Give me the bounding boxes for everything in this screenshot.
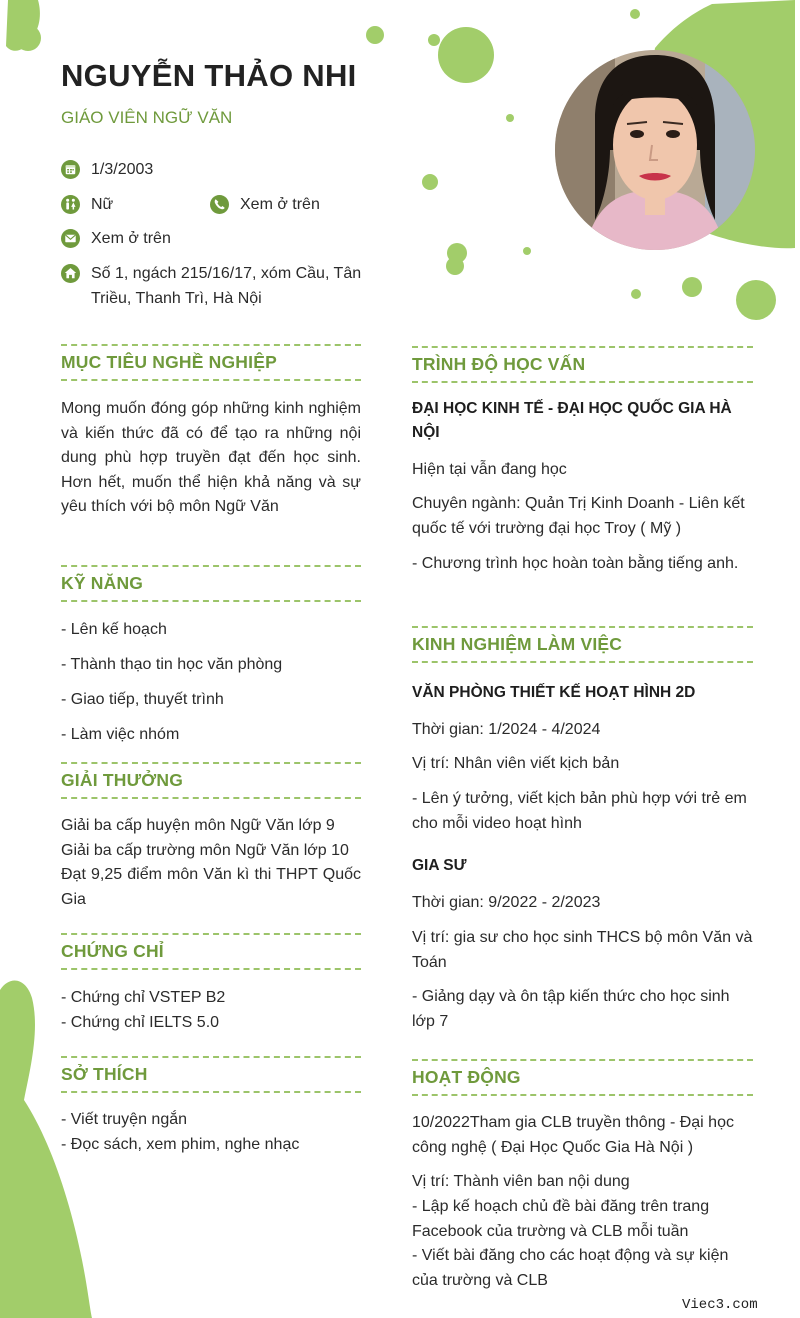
profile-photo — [555, 50, 755, 250]
school-name: ĐẠI HỌC KINH TẾ - ĐẠI HỌC QUỐC GIA HÀ NỘI — [412, 400, 732, 441]
list-item: - Giao tiếp, thuyết trình — [61, 691, 224, 708]
list-item: - Thành thạo tin học văn phòng — [61, 656, 283, 673]
address-line-1: Số 1, ngách 215/16/17, xóm Cầu, Tân — [91, 265, 362, 282]
job-company: GIA SƯ — [412, 857, 467, 874]
list-item: - Chứng chỉ IELTS 5.0 — [61, 1013, 220, 1031]
activity-task: - Lập kế hoạch chủ đề bài đăng trên trang Facebook của trường và CLB mỗi tuần — [412, 1198, 710, 1240]
job-description: - Giảng dạy và ôn tập kiến thức cho học sinh lớp 7 — [412, 988, 730, 1030]
email-icon — [61, 229, 80, 248]
objective-title: MỤC TIÊU NGHỀ NGHIỆP — [61, 352, 277, 372]
calendar-icon — [61, 160, 80, 179]
list-item: - Lên kế hoạch — [61, 621, 167, 638]
activities-title: HOẠT ĐỘNG — [412, 1067, 521, 1087]
job-time: Thời gian: 9/2022 - 2/2023 — [412, 894, 601, 911]
gender-value: Nữ — [91, 196, 114, 213]
awards-list — [61, 814, 361, 912]
list-item: - Đọc sách, xem phim, nghe nhạc — [61, 1135, 300, 1153]
address-line-2: Triều, Thanh Trì, Hà Nội — [91, 290, 262, 307]
activity-task: - Viết bài đăng cho các hoạt động và sự kiện của trường và CLB — [412, 1247, 729, 1289]
job-title: GIÁO VIÊN NGỮ VĂN — [61, 108, 233, 127]
activities-heading — [412, 1059, 753, 1096]
certificates-title: CHỨNG CHỈ — [61, 941, 164, 961]
certificates-heading — [61, 933, 361, 970]
job-position: Vị trí: Nhân viên viết kịch bản — [412, 755, 620, 772]
candidate-name: NGUYỄN THẢO NHI — [61, 58, 357, 93]
job-position: Vị trí: gia sư cho học sinh THCS bộ môn Văn và Toán — [412, 929, 753, 971]
hobbies-list — [61, 1108, 361, 1157]
education-major: Chuyên ngành: Quản Trị Kinh Doanh - Liên kết quốc tế với trường đại học Troy ( Mỹ ) — [412, 495, 745, 537]
home-icon — [61, 264, 80, 283]
job-description: - Lên ý tưởng, viết kịch bản phù hợp với trẻ em cho mỗi video hoạt hình — [412, 790, 747, 832]
phone-value: Xem ở trên — [240, 196, 320, 213]
skills-list — [61, 618, 361, 748]
objective-heading — [61, 344, 361, 381]
education-status: Hiện tại vẫn đang học — [412, 461, 567, 478]
email-value: Xem ở trên — [91, 230, 171, 247]
list-item: - Làm việc nhóm — [61, 726, 180, 743]
education-title: TRÌNH ĐỘ HỌC VẤN — [412, 354, 586, 374]
list-item: - Viết truyện ngắn — [61, 1111, 188, 1128]
list-item: - Chứng chỉ VSTEP B2 — [61, 989, 226, 1006]
objective-text: Mong muốn đóng góp những kinh nghiệm và kiến thức đã có để tạo ra những nội dung phù hợp truyền đạt đến học sinh. Hơn hết, muốn thể hiện khả năng và sự yêu thích với bộ môn Ngữ Văn — [61, 400, 361, 515]
education-heading — [412, 346, 753, 383]
certificates-list — [61, 986, 361, 1035]
job-company: VĂN PHÒNG THIẾT KẾ HOẠT HÌNH 2D — [412, 684, 696, 701]
education-note: - Chương trình học hoàn toàn bằng tiếng anh. — [412, 555, 739, 572]
skills-heading — [61, 565, 361, 602]
list-item: Đạt 9,25 điểm môn Văn kì thi THPT Quốc Gia — [61, 866, 361, 908]
job-time: Thời gian: 1/2024 - 4/2024 — [412, 721, 601, 738]
experience-title: KINH NGHIỆM LÀM VIỆC — [412, 634, 623, 654]
watermark: Viec3.com — [682, 1297, 758, 1313]
hobbies-heading — [61, 1056, 361, 1093]
experience-heading — [412, 626, 753, 663]
phone-icon — [210, 195, 229, 214]
list-item: Giải ba cấp huyện môn Ngữ Văn lớp 9 — [61, 817, 335, 834]
awards-heading — [61, 762, 361, 799]
gender-icon — [61, 195, 80, 214]
avatar — [555, 50, 755, 250]
list-item: Giải ba cấp trường môn Ngữ Văn lớp 10 — [61, 841, 349, 859]
skills-title: KỸ NĂNG — [61, 573, 144, 593]
hobbies-title: SỞ THÍCH — [61, 1064, 148, 1084]
birthday-value: 1/3/2003 — [91, 161, 154, 178]
activity-position: Vị trí: Thành viên ban nội dung — [412, 1173, 630, 1190]
activity-event: 10/2022Tham gia CLB truyền thông - Đại học công nghệ ( Đại Học Quốc Gia Hà Nội ) — [412, 1114, 734, 1156]
awards-title: GIẢI THƯỞNG — [61, 770, 184, 790]
